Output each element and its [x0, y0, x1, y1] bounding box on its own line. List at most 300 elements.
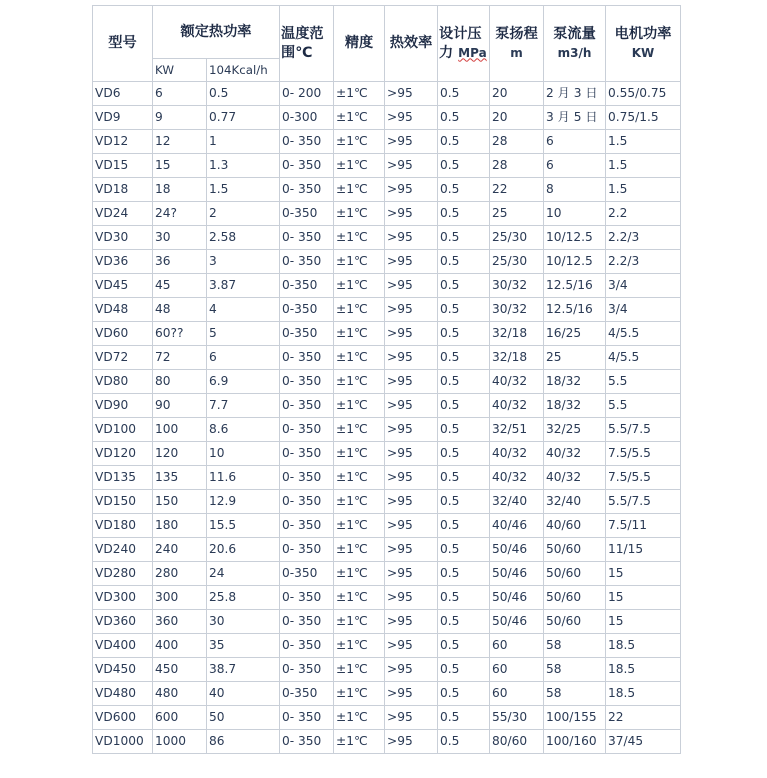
cell-pressure: 0.5 [438, 202, 490, 226]
cell-temp-range: 0- 350 [280, 538, 334, 562]
cell-kw: 120 [153, 442, 207, 466]
cell-precision: ±1℃ [334, 298, 385, 322]
header-pump-flow [544, 6, 606, 82]
cell-model: VD24 [93, 202, 153, 226]
cell-precision: ±1℃ [334, 250, 385, 274]
cell-kcal: 0.77 [207, 106, 280, 130]
cell-temp-range: 0- 350 [280, 130, 334, 154]
table-row [93, 178, 681, 202]
cell-pump-flow: 8 [544, 178, 606, 202]
cell-pump-flow: 3 月 5 日 [544, 106, 606, 130]
cell-motor-power: 7.5/11 [606, 514, 681, 538]
cell-kw: 12 [153, 130, 207, 154]
cell-pressure: 0.5 [438, 226, 490, 250]
header-motor-power-unit: KW [631, 45, 655, 60]
cell-pump-head: 20 [490, 82, 544, 106]
cell-pressure: 0.5 [438, 730, 490, 754]
cell-model: VD80 [93, 370, 153, 394]
cell-pump-flow: 58 [544, 682, 606, 706]
cell-precision: ±1℃ [334, 346, 385, 370]
cell-motor-power: 11/15 [606, 538, 681, 562]
cell-kw: 135 [153, 466, 207, 490]
cell-pump-flow: 2 月 3 日 [544, 82, 606, 106]
cell-motor-power: 7.5/5.5 [606, 442, 681, 466]
cell-motor-power: 3/4 [606, 274, 681, 298]
cell-temp-range: 0- 350 [280, 634, 334, 658]
cell-pump-head: 60 [490, 658, 544, 682]
table-row [93, 610, 681, 634]
cell-model: VD240 [93, 538, 153, 562]
cell-model: VD120 [93, 442, 153, 466]
cell-pump-flow: 18/32 [544, 370, 606, 394]
cell-pump-flow: 12.5/16 [544, 274, 606, 298]
cell-temp-range: 0- 350 [280, 418, 334, 442]
table-row [93, 322, 681, 346]
table-row [93, 226, 681, 250]
cell-efficiency: >95 [385, 346, 438, 370]
cell-pump-head: 40/32 [490, 394, 544, 418]
cell-kw: 48 [153, 298, 207, 322]
cell-motor-power: 1.5 [606, 178, 681, 202]
cell-motor-power: 0.75/1.5 [606, 106, 681, 130]
cell-pump-head: 32/40 [490, 490, 544, 514]
cell-kw: 480 [153, 682, 207, 706]
cell-pressure: 0.5 [438, 658, 490, 682]
cell-model: VD60 [93, 322, 153, 346]
cell-kcal: 8.6 [207, 418, 280, 442]
cell-precision: ±1℃ [334, 154, 385, 178]
header-rated-heat-power-text: 额定热功率 [180, 23, 252, 40]
cell-motor-power: 2.2 [606, 202, 681, 226]
cell-pressure: 0.5 [438, 466, 490, 490]
cell-pump-flow: 32/40 [544, 490, 606, 514]
cell-pump-flow: 50/60 [544, 610, 606, 634]
cell-kw: 450 [153, 658, 207, 682]
cell-kcal: 4 [207, 298, 280, 322]
cell-temp-range: 0- 350 [280, 706, 334, 730]
cell-kw: 90 [153, 394, 207, 418]
cell-kcal: 6 [207, 346, 280, 370]
cell-model: VD90 [93, 394, 153, 418]
cell-pump-flow: 32/25 [544, 418, 606, 442]
cell-pump-flow: 40/32 [544, 466, 606, 490]
cell-pressure: 0.5 [438, 154, 490, 178]
cell-kcal: 7.7 [207, 394, 280, 418]
cell-kw: 180 [153, 514, 207, 538]
cell-kw: 600 [153, 706, 207, 730]
cell-kw: 15 [153, 154, 207, 178]
cell-kw: 9 [153, 106, 207, 130]
cell-pressure: 0.5 [438, 610, 490, 634]
cell-pressure: 0.5 [438, 106, 490, 130]
table-row [93, 538, 681, 562]
cell-temp-range: 0- 350 [280, 466, 334, 490]
cell-pump-flow: 10/12.5 [544, 250, 606, 274]
cell-motor-power: 15 [606, 586, 681, 610]
cell-model: VD18 [93, 178, 153, 202]
cell-kw: 18 [153, 178, 207, 202]
cell-motor-power: 1.5 [606, 154, 681, 178]
cell-model: VD15 [93, 154, 153, 178]
cell-temp-range: 0- 350 [280, 178, 334, 202]
table-row [93, 346, 681, 370]
cell-pressure: 0.5 [438, 514, 490, 538]
cell-pump-flow: 50/60 [544, 586, 606, 610]
cell-pump-flow: 100/160 [544, 730, 606, 754]
cell-efficiency: >95 [385, 682, 438, 706]
cell-model: VD480 [93, 682, 153, 706]
cell-kcal: 2.58 [207, 226, 280, 250]
cell-motor-power: 2.2/3 [606, 226, 681, 250]
table-row [93, 82, 681, 106]
cell-precision: ±1℃ [334, 82, 385, 106]
header-pump-head [490, 6, 544, 82]
cell-model: VD30 [93, 226, 153, 250]
cell-pump-flow: 40/60 [544, 514, 606, 538]
cell-motor-power: 15 [606, 610, 681, 634]
cell-model: VD600 [93, 706, 153, 730]
cell-efficiency: >95 [385, 154, 438, 178]
table-row [93, 106, 681, 130]
spec-table [92, 5, 681, 754]
cell-pressure: 0.5 [438, 442, 490, 466]
table-row [93, 418, 681, 442]
cell-pump-head: 28 [490, 154, 544, 178]
table-row [93, 202, 681, 226]
cell-pump-head: 50/46 [490, 610, 544, 634]
cell-model: VD400 [93, 634, 153, 658]
cell-temp-range: 0- 350 [280, 154, 334, 178]
table-row [93, 394, 681, 418]
cell-pump-head: 32/51 [490, 418, 544, 442]
table-row [93, 706, 681, 730]
cell-temp-range: 0-350 [280, 322, 334, 346]
header-temp-range-line2: 围℃ [281, 44, 313, 61]
header-design-pressure-unit: MPa [458, 45, 487, 60]
cell-model: VD180 [93, 514, 153, 538]
cell-kw: 72 [153, 346, 207, 370]
cell-pump-head: 28 [490, 130, 544, 154]
cell-pump-flow: 18/32 [544, 394, 606, 418]
header-motor-power [606, 6, 681, 82]
cell-model: VD450 [93, 658, 153, 682]
cell-kcal: 3 [207, 250, 280, 274]
cell-efficiency: >95 [385, 586, 438, 610]
header-precision-text: 精度 [344, 35, 374, 51]
cell-pump-flow: 6 [544, 130, 606, 154]
table-row [93, 274, 681, 298]
cell-efficiency: >95 [385, 538, 438, 562]
cell-temp-range: 0- 350 [280, 370, 334, 394]
table-row [93, 514, 681, 538]
cell-kcal: 5 [207, 322, 280, 346]
cell-precision: ±1℃ [334, 442, 385, 466]
header-precision [334, 6, 385, 82]
cell-precision: ±1℃ [334, 706, 385, 730]
cell-pressure: 0.5 [438, 82, 490, 106]
table-row [93, 250, 681, 274]
table-row [93, 466, 681, 490]
cell-motor-power: 1.5 [606, 130, 681, 154]
cell-pump-flow: 50/60 [544, 562, 606, 586]
cell-temp-range: 0-350 [280, 562, 334, 586]
cell-pump-flow: 12.5/16 [544, 298, 606, 322]
cell-pump-flow: 16/25 [544, 322, 606, 346]
cell-pump-head: 30/32 [490, 298, 544, 322]
cell-model: VD360 [93, 610, 153, 634]
cell-pump-head: 50/46 [490, 538, 544, 562]
cell-precision: ±1℃ [334, 610, 385, 634]
cell-efficiency: >95 [385, 394, 438, 418]
cell-motor-power: 5.5/7.5 [606, 490, 681, 514]
cell-kw: 360 [153, 610, 207, 634]
cell-precision: ±1℃ [334, 202, 385, 226]
cell-pump-head: 40/46 [490, 514, 544, 538]
cell-motor-power: 37/45 [606, 730, 681, 754]
cell-pump-head: 60 [490, 634, 544, 658]
cell-pressure: 0.5 [438, 394, 490, 418]
cell-motor-power: 5.5 [606, 394, 681, 418]
cell-efficiency: >95 [385, 610, 438, 634]
cell-kcal: 2 [207, 202, 280, 226]
cell-model: VD48 [93, 298, 153, 322]
header-rated-heat-power [153, 6, 280, 59]
cell-model: VD135 [93, 466, 153, 490]
cell-model: VD150 [93, 490, 153, 514]
cell-precision: ±1℃ [334, 730, 385, 754]
header-model-text: 型号 [108, 35, 137, 51]
cell-model: VD9 [93, 106, 153, 130]
cell-precision: ±1℃ [334, 490, 385, 514]
cell-pump-flow: 58 [544, 634, 606, 658]
cell-efficiency: >95 [385, 706, 438, 730]
cell-temp-range: 0- 350 [280, 514, 334, 538]
cell-efficiency: >95 [385, 274, 438, 298]
cell-pump-flow: 58 [544, 658, 606, 682]
table-row [93, 586, 681, 610]
cell-kw: 300 [153, 586, 207, 610]
cell-temp-range: 0- 350 [280, 442, 334, 466]
cell-pump-flow: 6 [544, 154, 606, 178]
cell-model: VD12 [93, 130, 153, 154]
cell-kw: 24? [153, 202, 207, 226]
cell-motor-power: 18.5 [606, 634, 681, 658]
cell-pump-head: 55/30 [490, 706, 544, 730]
cell-temp-range: 0- 350 [280, 490, 334, 514]
cell-temp-range: 0- 350 [280, 730, 334, 754]
cell-model: VD45 [93, 274, 153, 298]
cell-kcal: 30 [207, 610, 280, 634]
cell-efficiency: >95 [385, 562, 438, 586]
cell-temp-range: 0- 350 [280, 250, 334, 274]
cell-pressure: 0.5 [438, 562, 490, 586]
cell-kcal: 24 [207, 562, 280, 586]
cell-pump-head: 30/32 [490, 274, 544, 298]
cell-kw: 240 [153, 538, 207, 562]
cell-efficiency: >95 [385, 658, 438, 682]
cell-efficiency: >95 [385, 442, 438, 466]
header-motor-power-text: 电机功率 [614, 25, 672, 42]
cell-kcal: 0.5 [207, 82, 280, 106]
cell-precision: ±1℃ [334, 634, 385, 658]
cell-pressure: 0.5 [438, 130, 490, 154]
cell-temp-range: 0- 350 [280, 226, 334, 250]
table-row [93, 130, 681, 154]
cell-pressure: 0.5 [438, 346, 490, 370]
cell-pump-head: 25/30 [490, 226, 544, 250]
cell-efficiency: >95 [385, 514, 438, 538]
header-pump-head-unit: m [510, 45, 523, 60]
cell-pressure: 0.5 [438, 274, 490, 298]
cell-pressure: 0.5 [438, 682, 490, 706]
cell-kcal: 86 [207, 730, 280, 754]
cell-pump-head: 25/30 [490, 250, 544, 274]
cell-efficiency: >95 [385, 490, 438, 514]
table-body [93, 82, 681, 754]
cell-efficiency: >95 [385, 106, 438, 130]
cell-motor-power: 0.55/0.75 [606, 82, 681, 106]
cell-precision: ±1℃ [334, 322, 385, 346]
cell-model: VD36 [93, 250, 153, 274]
cell-precision: ±1℃ [334, 130, 385, 154]
cell-motor-power: 2.2/3 [606, 250, 681, 274]
cell-efficiency: >95 [385, 202, 438, 226]
cell-temp-range: 0-350 [280, 682, 334, 706]
cell-temp-range: 0- 350 [280, 658, 334, 682]
cell-pump-head: 40/32 [490, 466, 544, 490]
cell-precision: ±1℃ [334, 370, 385, 394]
cell-precision: ±1℃ [334, 106, 385, 130]
cell-precision: ±1℃ [334, 658, 385, 682]
cell-kcal: 20.6 [207, 538, 280, 562]
cell-kcal: 35 [207, 634, 280, 658]
cell-model: VD100 [93, 418, 153, 442]
cell-pump-head: 32/18 [490, 322, 544, 346]
cell-pump-head: 80/60 [490, 730, 544, 754]
cell-pump-head: 32/18 [490, 346, 544, 370]
cell-motor-power: 3/4 [606, 298, 681, 322]
cell-kcal: 10 [207, 442, 280, 466]
cell-pressure: 0.5 [438, 298, 490, 322]
cell-kw: 100 [153, 418, 207, 442]
cell-efficiency: >95 [385, 178, 438, 202]
cell-kw: 280 [153, 562, 207, 586]
header-design-pressure-line1: 设计压 [439, 25, 482, 42]
header-pump-head-text: 泵扬程 [495, 25, 538, 42]
cell-pump-flow: 10 [544, 202, 606, 226]
header-efficiency-text: 热效率 [389, 35, 433, 51]
cell-kcal: 6.9 [207, 370, 280, 394]
cell-precision: ±1℃ [334, 682, 385, 706]
table-row [93, 562, 681, 586]
table-row [93, 154, 681, 178]
cell-efficiency: >95 [385, 130, 438, 154]
cell-kcal: 50 [207, 706, 280, 730]
cell-pressure: 0.5 [438, 418, 490, 442]
cell-pump-head: 40/32 [490, 370, 544, 394]
cell-efficiency: >95 [385, 634, 438, 658]
cell-pump-head: 20 [490, 106, 544, 130]
cell-kcal: 1.3 [207, 154, 280, 178]
cell-pressure: 0.5 [438, 178, 490, 202]
header-model [93, 6, 153, 82]
cell-temp-range: 0- 350 [280, 610, 334, 634]
cell-kw: 60?? [153, 322, 207, 346]
table-row [93, 634, 681, 658]
cell-pump-flow: 100/155 [544, 706, 606, 730]
cell-temp-range: 0- 200 [280, 82, 334, 106]
cell-efficiency: >95 [385, 418, 438, 442]
cell-pump-head: 60 [490, 682, 544, 706]
cell-pressure: 0.5 [438, 538, 490, 562]
cell-precision: ±1℃ [334, 538, 385, 562]
cell-kcal: 1 [207, 130, 280, 154]
cell-temp-range: 0-350 [280, 298, 334, 322]
cell-pump-head: 50/46 [490, 586, 544, 610]
cell-pump-head: 25 [490, 202, 544, 226]
cell-kcal: 1.5 [207, 178, 280, 202]
cell-temp-range: 0-350 [280, 274, 334, 298]
cell-pump-head: 40/32 [490, 442, 544, 466]
cell-motor-power: 5.5 [606, 370, 681, 394]
cell-temp-range: 0-350 [280, 202, 334, 226]
cell-efficiency: >95 [385, 82, 438, 106]
cell-precision: ±1℃ [334, 274, 385, 298]
cell-pump-flow: 25 [544, 346, 606, 370]
table-row [93, 370, 681, 394]
cell-pump-head: 50/46 [490, 562, 544, 586]
cell-motor-power: 18.5 [606, 658, 681, 682]
header-design-pressure-line2: 力 [439, 44, 454, 61]
cell-motor-power: 7.5/5.5 [606, 466, 681, 490]
cell-efficiency: >95 [385, 226, 438, 250]
cell-pump-head: 22 [490, 178, 544, 202]
cell-kw: 400 [153, 634, 207, 658]
cell-temp-range: 0- 350 [280, 586, 334, 610]
cell-model: VD6 [93, 82, 153, 106]
cell-motor-power: 5.5/7.5 [606, 418, 681, 442]
cell-precision: ±1℃ [334, 562, 385, 586]
table-row [93, 730, 681, 754]
cell-temp-range: 0- 350 [280, 346, 334, 370]
cell-model: VD1000 [93, 730, 153, 754]
cell-precision: ±1℃ [334, 466, 385, 490]
cell-precision: ±1℃ [334, 394, 385, 418]
cell-efficiency: >95 [385, 250, 438, 274]
cell-kcal: 12.9 [207, 490, 280, 514]
cell-pressure: 0.5 [438, 490, 490, 514]
cell-kcal: 38.7 [207, 658, 280, 682]
table-row [93, 682, 681, 706]
cell-precision: ±1℃ [334, 178, 385, 202]
table-row [93, 298, 681, 322]
subheader-kcal: 104Kcal/h [207, 59, 280, 82]
cell-pressure: 0.5 [438, 634, 490, 658]
cell-precision: ±1℃ [334, 514, 385, 538]
header-design-pressure [438, 6, 490, 82]
cell-pressure: 0.5 [438, 586, 490, 610]
cell-kcal: 3.87 [207, 274, 280, 298]
table-row [93, 658, 681, 682]
header-temp-range-line1: 温度范 [281, 25, 324, 42]
cell-efficiency: >95 [385, 370, 438, 394]
cell-precision: ±1℃ [334, 418, 385, 442]
cell-motor-power: 15 [606, 562, 681, 586]
cell-pressure: 0.5 [438, 706, 490, 730]
cell-pressure: 0.5 [438, 322, 490, 346]
cell-efficiency: >95 [385, 298, 438, 322]
cell-precision: ±1℃ [334, 226, 385, 250]
